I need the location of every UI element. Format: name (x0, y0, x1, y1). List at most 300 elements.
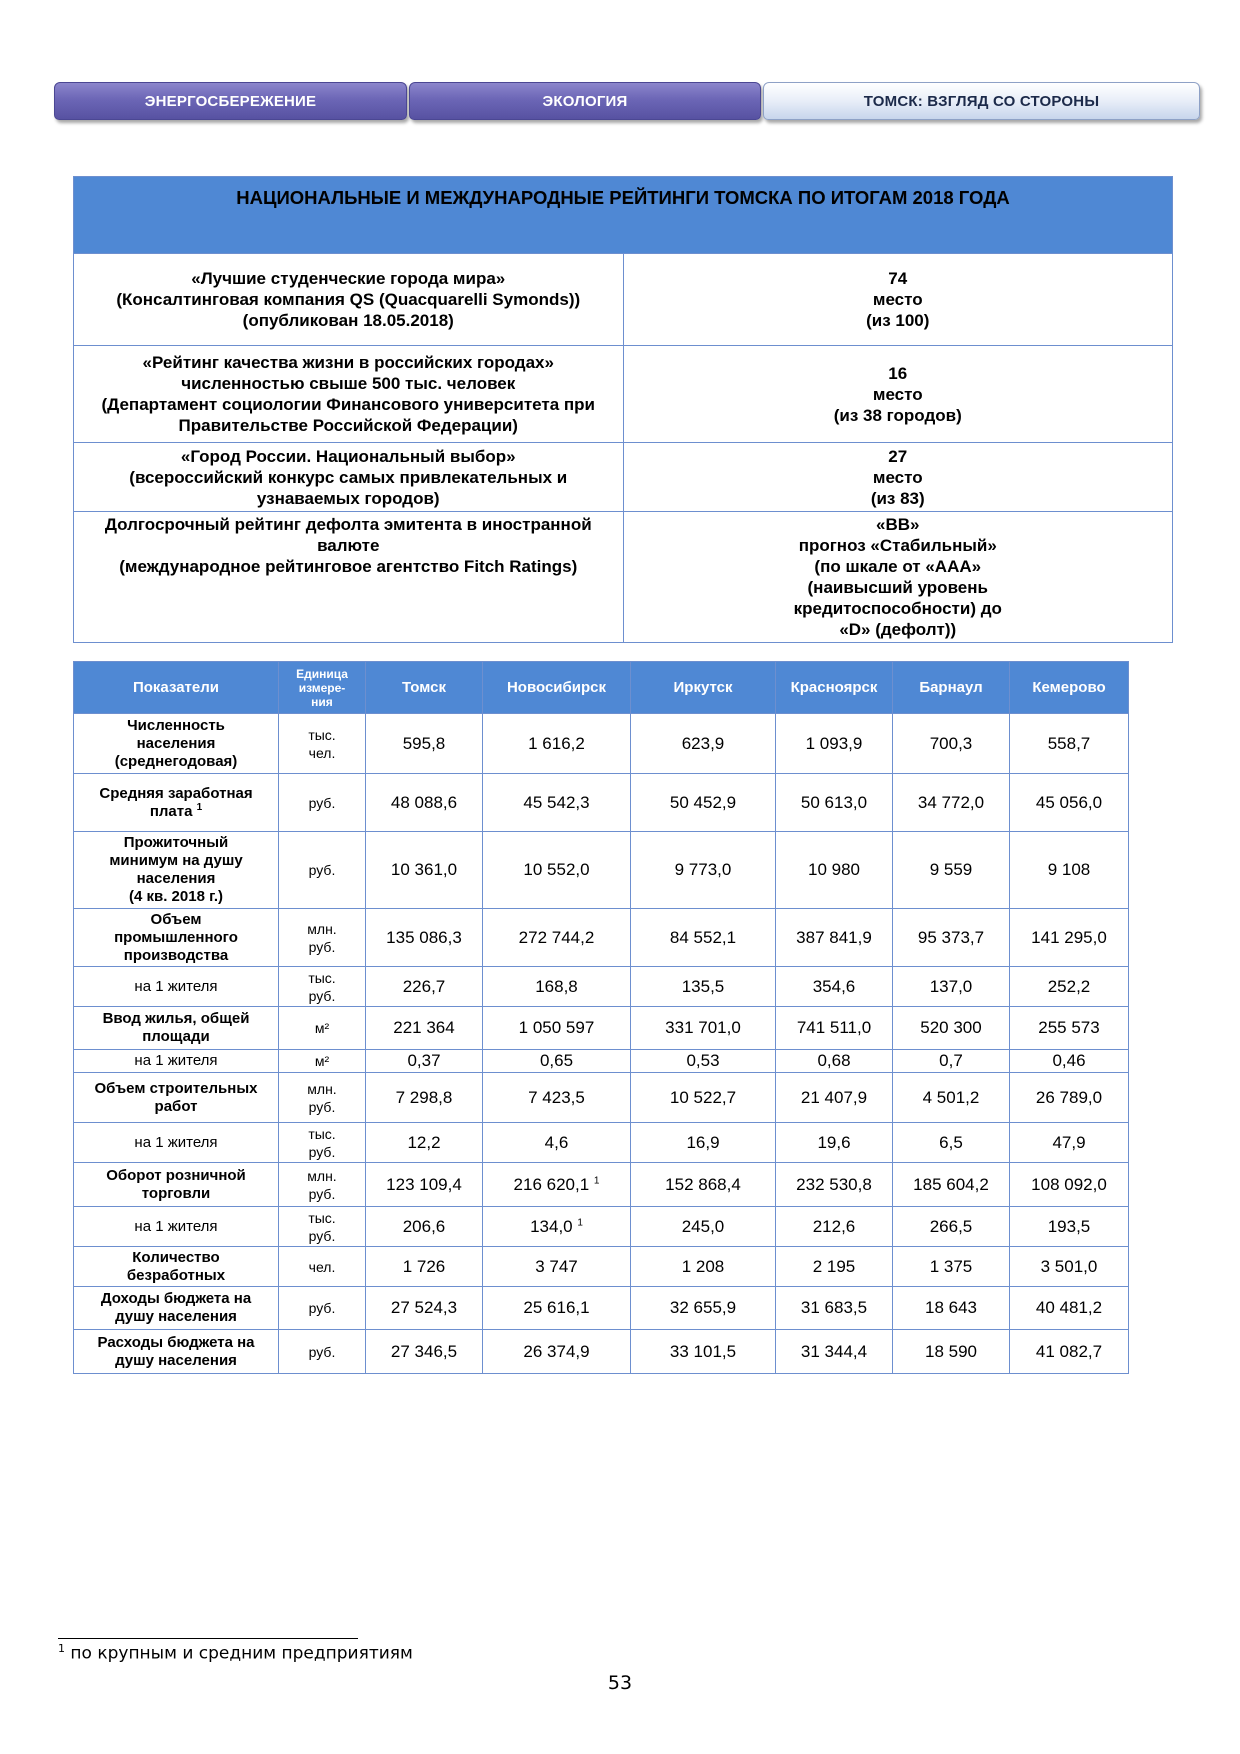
rating-name-line: «Город России. Национальный выбор» (180, 446, 516, 466)
row-indicator-line: Количество (132, 1248, 220, 1266)
rating-name-line: (международное рейтинговое агентство Fitch Ratings) (119, 557, 578, 576)
row-unit-line: млн. (307, 920, 337, 937)
table-cell (1010, 1330, 1129, 1374)
table-cell (893, 1330, 1010, 1374)
table-cell (1010, 1007, 1129, 1050)
rating-name-line: (Консалтинговая компания QS (Quacquarelli Symonds)) (опубликован 18.05.2018) (116, 290, 581, 330)
cell-value: 216 620,1 (513, 1174, 590, 1194)
table-row (74, 1330, 1129, 1374)
table-cell (483, 1123, 631, 1163)
cell-value: 3 501,0 (1040, 1256, 1098, 1276)
row-indicator-line: Прожиточный (123, 834, 229, 851)
table-cell (483, 909, 631, 967)
row-indicator-line: Численность (127, 716, 225, 734)
row-indicator (74, 909, 279, 967)
cell-value: 0,46 (1052, 1051, 1086, 1070)
table-cell (483, 832, 631, 909)
table-cell (776, 1163, 893, 1207)
table-cell (366, 774, 483, 832)
cell-value: 700,3 (929, 733, 973, 753)
rating-result-line: кредитоспособности) до (793, 599, 1002, 618)
row-unit (279, 1073, 366, 1123)
rating-result-line: (наивысший уровень (807, 578, 988, 597)
rating-result (623, 512, 1173, 643)
row-unit-line: тыс. (308, 1125, 336, 1142)
table-row (74, 1163, 1129, 1207)
rating-result-line: (из 100) (866, 311, 930, 330)
row-unit-line: руб. (308, 987, 336, 1004)
table-cell (483, 774, 631, 832)
cell-value: 26 374,9 (523, 1341, 590, 1361)
cell-value: 34 772,0 (917, 792, 985, 812)
cell-value: 3 747 (535, 1256, 578, 1276)
cell-value: 245,0 (681, 1216, 725, 1236)
table-row (74, 967, 1129, 1007)
row-indicator-line: Объем (150, 910, 202, 928)
cell-value: 27 346,5 (390, 1341, 458, 1361)
row-unit (279, 967, 366, 1007)
cell-value: 47,9 (1052, 1132, 1086, 1152)
row-indicator-line: на 1 жителя (134, 977, 218, 995)
cell-value: 6,5 (939, 1132, 963, 1152)
row-unit-line: руб. (308, 794, 336, 811)
cell-value: 50 613,0 (800, 792, 868, 812)
table-cell (631, 1163, 776, 1207)
rating-name-line: Правительстве Российской Федерации) (178, 416, 518, 435)
row-unit-line: млн. (307, 1080, 337, 1097)
header-city: Барнаул (893, 662, 1010, 714)
table-cell (893, 909, 1010, 967)
row-indicator (74, 967, 279, 1007)
table-cell (366, 967, 483, 1007)
rating-result-line: прогноз «Стабильный» (798, 536, 997, 555)
cell-value: 32 655,9 (669, 1298, 737, 1317)
table-cell (631, 1073, 776, 1123)
row-indicator-line: работ (154, 1097, 198, 1115)
row-indicator-line: (среднегодовая) (114, 752, 238, 770)
table-cell (483, 967, 631, 1007)
cell-value: 354,6 (812, 976, 856, 996)
table-cell (1010, 774, 1129, 832)
footnote (58, 1642, 413, 1664)
rating-name-line: численностью свыше 500 тыс. человек (181, 374, 516, 393)
cell-value: 595,8 (402, 733, 446, 753)
cell-value: 108 092,0 (1031, 1174, 1107, 1194)
row-unit (279, 1287, 366, 1330)
rating-name (74, 254, 624, 346)
tab-energy-saving[interactable]: ЭНЕРГОСБЕРЕЖЕНИЕ (54, 82, 407, 120)
cell-value: 0,37 (407, 1051, 441, 1070)
cell-value: 221 364 (393, 1018, 455, 1037)
rating-result-line: место (872, 290, 923, 309)
header-city: Иркутск (631, 662, 776, 714)
cell-value: 135,5 (681, 976, 725, 996)
cell-value: 0,53 (686, 1051, 720, 1070)
row-indicator (74, 1007, 279, 1050)
table-row (74, 909, 1129, 967)
table-cell (893, 1163, 1010, 1207)
row-unit-line: руб. (308, 1227, 336, 1244)
header-city: Кемерово (1010, 662, 1129, 714)
cell-value: 1 375 (929, 1256, 973, 1276)
cell-value: 19,6 (817, 1132, 851, 1152)
header-city: Новосибирск (483, 662, 631, 714)
table-cell (776, 909, 893, 967)
row-indicator-line: на 1 жителя (134, 1133, 218, 1151)
table-row (74, 1287, 1129, 1330)
cell-value: 40 481,2 (1035, 1298, 1103, 1317)
cell-value: 1 208 (681, 1256, 725, 1276)
cell-value: 16,9 (686, 1132, 720, 1152)
cell-value: 212,6 (812, 1216, 856, 1236)
cell-value: 1 093,9 (805, 733, 863, 753)
cell-value: 137,0 (929, 976, 973, 996)
table-cell (893, 714, 1010, 774)
table-row (74, 1207, 1129, 1247)
tab-ecology[interactable]: ЭКОЛОГИЯ (409, 82, 761, 120)
rating-result-line: 27 (888, 446, 908, 466)
rating-name (74, 346, 624, 443)
footnote-divider (58, 1638, 358, 1639)
table-cell (776, 774, 893, 832)
cell-value: 18 643 (925, 1298, 977, 1317)
rating-result (623, 346, 1173, 443)
row-unit-line: млн. (307, 1167, 337, 1184)
row-indicator (74, 1330, 279, 1374)
rating-name-line: (Департамент социологии Финансового университета при (101, 395, 595, 414)
table-cell (1010, 1050, 1129, 1073)
rating-result-line: место (872, 384, 923, 404)
table-cell (776, 967, 893, 1007)
row-indicator-line: промышленного (114, 928, 238, 946)
rating-result-line: «D» (дефолт)) (839, 620, 957, 639)
table-row (74, 1247, 1129, 1287)
row-indicator-line: душу населения (115, 1351, 237, 1369)
row-indicator-line: площади (142, 1028, 210, 1045)
row-indicator (74, 774, 279, 832)
table-cell (1010, 1247, 1129, 1287)
cell-value: 0,65 (539, 1051, 574, 1070)
table-cell (483, 1050, 631, 1073)
cell-value: 9 559 (929, 860, 973, 879)
table-cell (631, 1007, 776, 1050)
row-unit (279, 1247, 366, 1287)
row-unit (279, 1163, 366, 1207)
table-cell (776, 714, 893, 774)
table-cell (631, 1207, 776, 1247)
table-row (74, 832, 1129, 909)
header-unit-line: Единица (296, 666, 348, 681)
table-cell (483, 1207, 631, 1247)
cell-value: 623,9 (681, 733, 725, 753)
table-cell (631, 774, 776, 832)
footnote-ref: 1 (196, 801, 203, 813)
row-indicator-line: Доходы бюджета на (100, 1290, 252, 1307)
table-cell (366, 1123, 483, 1163)
rating-name (74, 512, 624, 643)
row-indicator-line: Ввод жилья, общей (102, 1010, 250, 1027)
cell-value: 134,0 (530, 1216, 573, 1236)
table-cell (893, 1123, 1010, 1163)
row-indicator-line: Объем строительных (94, 1079, 258, 1097)
table-cell (893, 1287, 1010, 1330)
cell-value: 12,2 (407, 1132, 441, 1152)
row-unit-line: чел. (308, 744, 336, 761)
row-unit (279, 1123, 366, 1163)
table-cell (631, 1247, 776, 1287)
row-unit-line: м² (314, 1053, 330, 1069)
cell-value: 84 552,1 (669, 927, 737, 947)
table-cell (893, 1207, 1010, 1247)
rating-name-line: «Рейтинг качества жизни в российских городах» (142, 353, 554, 372)
rating-row (74, 443, 1173, 512)
table-cell (776, 1050, 893, 1073)
table-cell (366, 1247, 483, 1287)
header-unit-line: ния (311, 694, 333, 709)
row-unit-line: руб. (308, 1300, 336, 1316)
table-cell (776, 1207, 893, 1247)
table-row (74, 1007, 1129, 1050)
table-cell (776, 1123, 893, 1163)
cell-value: 266,5 (929, 1216, 973, 1236)
row-indicator-line: производства (123, 946, 229, 964)
table-cell (776, 1330, 893, 1374)
table-cell (893, 774, 1010, 832)
cell-value: 95 373,7 (917, 927, 985, 947)
cell-value: 26 789,0 (1035, 1087, 1103, 1107)
row-indicator-line: Оборот розничной (106, 1166, 246, 1184)
row-indicator (74, 1123, 279, 1163)
table-cell (366, 1050, 483, 1073)
table-cell (366, 1287, 483, 1330)
footnote-ref: 1 (577, 1216, 583, 1228)
cell-value: 10 980 (808, 860, 860, 879)
cell-value: 7 423,5 (528, 1087, 585, 1107)
row-indicator-line: душу населения (115, 1308, 237, 1325)
table-cell (893, 1007, 1010, 1050)
rating-row (74, 254, 1173, 346)
table-cell (483, 1247, 631, 1287)
cell-value: 135 086,3 (386, 927, 462, 947)
cell-value: 0,68 (817, 1051, 851, 1070)
cell-value: 1 726 (402, 1256, 446, 1276)
row-indicator-line: населения (136, 734, 216, 752)
header-indicator: Показатели (74, 662, 279, 714)
table-cell (366, 1330, 483, 1374)
table-cell (776, 1247, 893, 1287)
cell-value: 4,6 (544, 1132, 569, 1152)
table-cell (1010, 1073, 1129, 1123)
cell-value: 48 088,6 (390, 792, 458, 812)
table-cell (483, 1330, 631, 1374)
header-unit (279, 662, 366, 714)
cell-value: 206,6 (402, 1216, 446, 1236)
page-number: 53 (607, 1672, 633, 1694)
row-unit (279, 774, 366, 832)
cell-value: 31 344,4 (800, 1341, 868, 1361)
table-cell (1010, 909, 1129, 967)
rating-result-line: «ВВ» (876, 515, 920, 534)
row-unit-line: тыс. (308, 969, 336, 986)
row-unit-line: руб. (308, 938, 336, 955)
cell-value: 27 524,3 (390, 1298, 458, 1317)
table-cell (366, 832, 483, 909)
row-unit (279, 714, 366, 774)
table-cell (1010, 714, 1129, 774)
row-unit-line: м² (314, 1020, 330, 1036)
cell-value: 520 300 (920, 1018, 982, 1037)
cell-value: 10 552,0 (523, 860, 590, 879)
section-tabs (54, 82, 1202, 124)
row-indicator (74, 832, 279, 909)
row-indicator (74, 714, 279, 774)
row-indicator (74, 1287, 279, 1330)
cell-value: 50 452,9 (669, 792, 737, 812)
cell-value: 387 841,9 (796, 927, 872, 947)
cell-value: 0,7 (939, 1051, 963, 1070)
row-unit-line: руб. (308, 1143, 336, 1160)
rating-name-line: Долгосрочный рейтинг дефолта эмитента в иностранной валюте (104, 515, 592, 555)
table-cell (1010, 1287, 1129, 1330)
rating-row (74, 512, 1173, 643)
row-unit-line: руб. (308, 1098, 336, 1115)
cell-value: 7 298,8 (395, 1087, 453, 1107)
table-row (74, 774, 1129, 832)
tab-tomsk-view[interactable]: ТОМСК: ВЗГЛЯД СО СТОРОНЫ (763, 82, 1200, 120)
cell-value: 9 108 (1047, 860, 1091, 879)
header-city: Красноярск (776, 662, 893, 714)
cell-value: 10 522,7 (669, 1087, 737, 1107)
row-indicator-line: минимум на душу (109, 852, 243, 869)
row-indicator-line: плата (149, 802, 193, 820)
table-cell (631, 1123, 776, 1163)
cell-value: 2 195 (812, 1256, 856, 1276)
row-unit-line: руб. (308, 1185, 336, 1202)
rating-result-line: место (872, 467, 923, 487)
cell-value: 255 573 (1038, 1018, 1100, 1037)
header-city: Томск (366, 662, 483, 714)
table-cell (893, 1247, 1010, 1287)
table-cell (893, 967, 1010, 1007)
row-unit (279, 1050, 366, 1073)
row-indicator-line: на 1 жителя (134, 1052, 218, 1069)
rating-name-line: «Лучшие студенческие города мира» (191, 269, 506, 288)
ratings-title: НАЦИОНАЛЬНЫЕ И МЕЖДУНАРОДНЫЕ РЕЙТИНГИ ТОМСКА ПО ИТОГАМ 2018 ГОДА (74, 177, 1173, 254)
table-cell (776, 1007, 893, 1050)
cell-value: 272 744,2 (518, 927, 595, 947)
row-indicator (74, 1207, 279, 1247)
table-cell (631, 832, 776, 909)
cell-value: 45 542,3 (523, 792, 590, 812)
table-cell (366, 1073, 483, 1123)
table-header-row (74, 662, 1129, 714)
cell-value: 252,2 (1047, 976, 1091, 996)
table-cell (631, 1330, 776, 1374)
table-cell (483, 1287, 631, 1330)
cell-value: 1 050 597 (518, 1018, 595, 1037)
table-cell (483, 1007, 631, 1050)
table-row (74, 1123, 1129, 1163)
table-cell (1010, 967, 1129, 1007)
rating-result-line: (из 38 городов) (833, 405, 962, 425)
footnote-text: по крупным и средним предприятиям (70, 1643, 413, 1664)
table-cell (1010, 1123, 1129, 1163)
row-unit (279, 1207, 366, 1247)
cell-value: 152 868,4 (665, 1174, 741, 1194)
table-cell (366, 1163, 483, 1207)
comparison-table (73, 661, 1129, 1374)
cell-value: 1 616,2 (528, 733, 585, 753)
table-cell (631, 1050, 776, 1073)
cell-value: 232 530,8 (796, 1174, 872, 1194)
row-indicator-line: безработных (126, 1266, 226, 1284)
row-unit-line: чел. (308, 1258, 336, 1275)
footnote-ref: 1 (593, 1174, 600, 1186)
ratings-table (73, 176, 1173, 643)
row-indicator-line: населения (136, 870, 216, 887)
table-cell (776, 1073, 893, 1123)
cell-value: 31 683,5 (800, 1298, 868, 1317)
rating-row (74, 346, 1173, 443)
rating-name-line: (всероссийский конкурс самых привлекательных и узнаваемых городов) (129, 467, 568, 508)
row-indicator-line: Расходы бюджета на (97, 1333, 255, 1351)
table-cell (893, 1050, 1010, 1073)
cell-value: 741 511,0 (796, 1018, 872, 1037)
rating-result (623, 443, 1173, 512)
row-unit (279, 909, 366, 967)
table-cell (776, 832, 893, 909)
row-unit-line: тыс. (308, 1209, 336, 1226)
row-indicator (74, 1050, 279, 1073)
row-unit-line: тыс. (308, 726, 336, 743)
table-cell (631, 714, 776, 774)
table-cell (1010, 1207, 1129, 1247)
footnote-mark: 1 (58, 1642, 65, 1655)
row-indicator-line: (4 кв. 2018 г.) (128, 888, 223, 905)
row-indicator (74, 1163, 279, 1207)
table-cell (483, 1163, 631, 1207)
cell-value: 123 109,4 (386, 1174, 462, 1194)
rating-result (623, 254, 1173, 346)
cell-value: 10 361,0 (390, 860, 458, 879)
table-row (74, 1050, 1129, 1073)
cell-value: 18 590 (925, 1341, 977, 1361)
cell-value: 33 101,5 (669, 1341, 737, 1361)
table-cell (776, 1287, 893, 1330)
row-indicator-line: Средняя заработная (99, 784, 253, 802)
row-unit (279, 832, 366, 909)
rating-name (74, 443, 624, 512)
table-cell (1010, 1163, 1129, 1207)
rating-result-line: 16 (888, 363, 908, 383)
cell-value: 168,8 (535, 976, 578, 996)
cell-value: 141 295,0 (1031, 927, 1107, 947)
cell-value: 21 407,9 (800, 1087, 868, 1107)
table-cell (366, 909, 483, 967)
row-indicator-line: торговли (141, 1184, 211, 1202)
table-cell (483, 714, 631, 774)
row-unit (279, 1007, 366, 1050)
cell-value: 331 701,0 (665, 1018, 741, 1037)
header-unit-line: измере- (298, 680, 346, 695)
rating-result-line: 74 (888, 269, 908, 288)
cell-value: 193,5 (1047, 1216, 1091, 1236)
rating-result-line: (по шкале от «ААА» (814, 557, 982, 576)
cell-value: 25 616,1 (523, 1298, 590, 1317)
table-cell (483, 1073, 631, 1123)
row-unit-line: руб. (308, 862, 336, 878)
rating-result-line: (из 83) (870, 488, 925, 508)
